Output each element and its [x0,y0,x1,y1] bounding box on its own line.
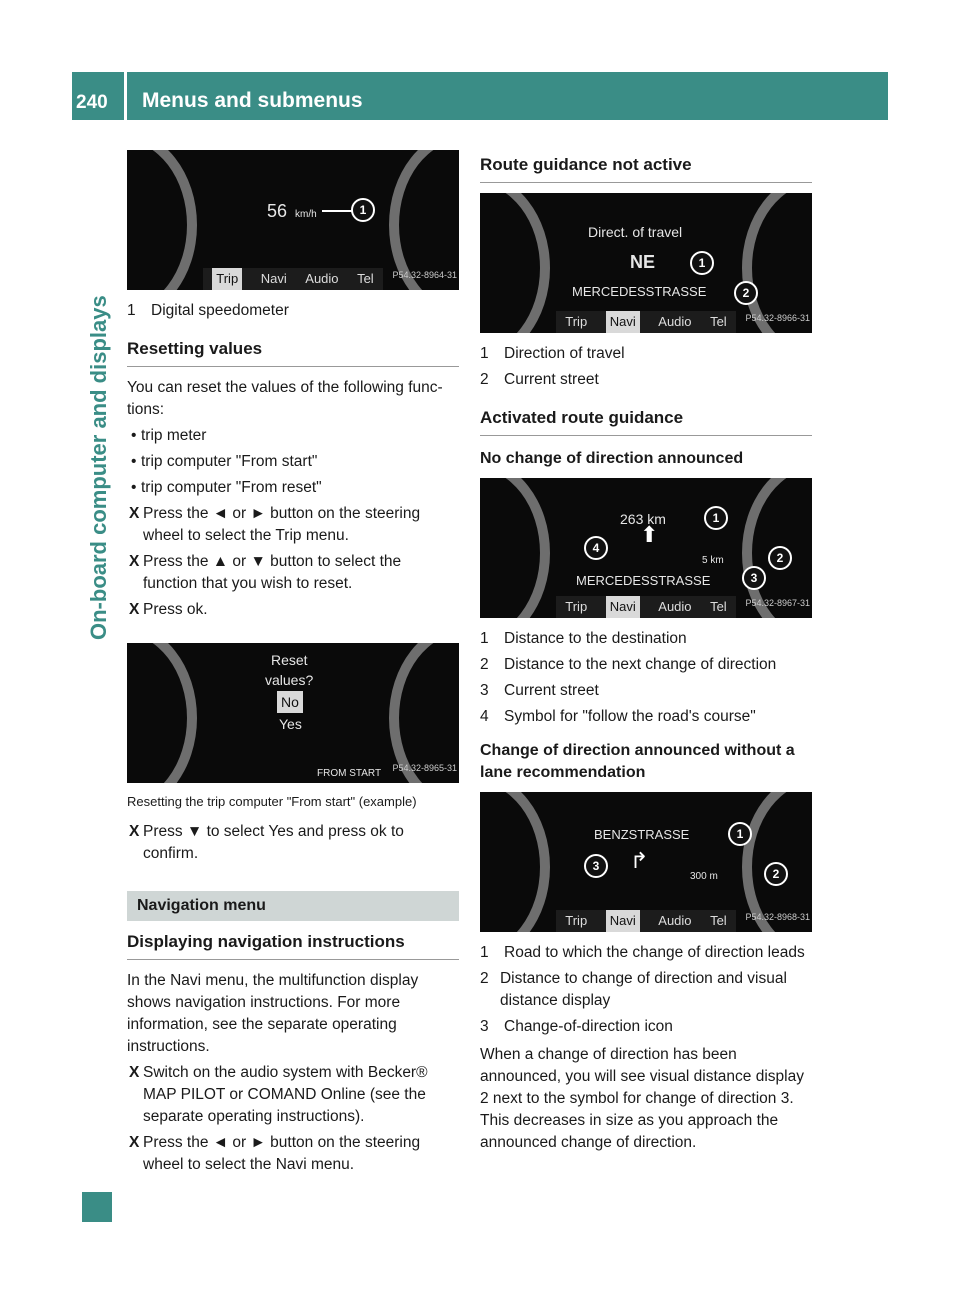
side-marker [82,1192,112,1222]
heading-displaying-navigation: Displaying navigation instructions [127,931,459,960]
step-item: X Press the ◄ or ► button on the steering wheel to select the Navi menu. [127,1132,459,1176]
section-navigation-menu: Navigation menu [127,891,459,921]
menu-bar [203,268,383,290]
distance-value: 263 km [620,511,666,527]
figure-no-change [480,478,812,618]
street-name: MERCEDESSTRASSE [576,573,711,588]
step-item: X Switch on the audio system with Becker® MAP PILOT or COMAND Online (see the separate operating instructions). [127,1062,459,1128]
callout-1: 1 [690,251,714,275]
follow-road-arrow-icon: ⬆ [640,522,659,547]
figure-code: P54.32-8965-31 [392,763,457,773]
left-gauge [127,643,197,783]
figure-code: P54.32-8968-31 [745,912,810,922]
side-tab-label: On-board computer and displays [86,295,111,640]
callout-4: 4 [584,536,608,560]
page-title: Menus and submenus [142,89,363,112]
menu-trip: Trip [212,268,242,290]
figure-change-direction [480,792,812,932]
reset-intro: You can reset the values of the following functions: [127,379,443,418]
menu-tel: Tel [357,271,374,286]
option-no: No [277,691,303,713]
callout-1: 1 [728,822,752,846]
figure-reset [127,643,459,783]
figure-code: P54.32-8964-31 [392,270,457,280]
reset-line2: values? [265,672,314,688]
legend-item: 2 Current street [480,371,599,388]
heading-resetting-values: Resetting values [127,338,459,367]
figure-route-not-active [480,193,812,333]
turn-right-icon: ↱ [630,848,649,873]
legend-item [127,300,459,322]
left-gauge [480,478,550,618]
left-gauge [480,792,550,932]
street-name: MERCEDESSTRASSE [572,284,707,299]
callout-2: 2 [764,862,788,886]
legend-item: 2 Distance to change of direction and visual distance display [480,970,787,1009]
figure-code: P54.32-8966-31 [745,313,810,323]
callout-1: 1 [351,198,375,222]
header-separator [124,72,127,120]
legend-item: 3 Current street [480,682,599,699]
closing-paragraph: When a change of direction has been announced, you will see visual distance display 2 next to the symbol for change of direction 3. This decreases in size as you approach the announced change of direction. [480,1046,804,1151]
heading-change-direction: Change of direction announced without a lane recommendation [480,742,795,781]
bullet-item: • trip computer "From start" [127,451,459,473]
right-column [480,150,812,1154]
figure-caption: Resetting the trip computer "From start" (example) [127,794,417,809]
legend-item: 2 Distance to the next change of direction [480,656,777,673]
step-item: X Press the ◄ or ► button on the steering wheel to select the Trip menu. [127,503,459,547]
callout-3: 3 [742,566,766,590]
heading-no-change: No change of direction announced [480,450,744,467]
left-gauge [480,193,550,333]
step-item: X Press ▼ to select Yes and press ok to confirm. [127,821,459,865]
callout-2: 2 [768,546,792,570]
speed-unit: km/h [295,209,317,220]
step-item: X Press the ▲ or ▼ button to select the function that you wish to reset. [127,551,459,595]
step-item: X Press ok. [127,599,459,621]
legend-item: 1 Direction of travel [480,345,625,362]
legend-number: 1 [127,302,136,319]
heading-route-not-active: Route guidance not active [480,154,812,183]
heading-activated-route: Activated route guidance [480,407,812,436]
menu-bar: Trip Navi Audio Tel [556,910,736,932]
legend-item: 1 Distance to the destination [480,630,687,647]
bullet-item: • trip meter [127,425,459,447]
legend-item: 4 Symbol for "follow the road's course" [480,708,756,725]
change-distance: 300 m [690,871,718,882]
legend-item: 1 Road to which the change of direction leads [480,944,805,961]
legend-item: 3 Change-of-direction icon [480,1018,673,1035]
menu-bar: Trip Navi Audio Tel [556,596,736,618]
nav-intro: In the Navi menu, the multifunction display shows navigation instructions. For more information, see the separate operating instructions. [127,972,419,1055]
direction-value: NE [630,252,656,272]
next-change-distance: 5 km [702,555,724,566]
figure-code: P54.32-8967-31 [745,598,810,608]
speed-value: 56 [267,201,288,221]
from-start-label: FROM START [317,768,382,779]
left-gauge [127,150,197,290]
left-column [127,150,459,1180]
callout-3: 3 [584,854,608,878]
direction-label: Direct. of travel [588,224,683,240]
reset-line1: Reset [271,652,308,668]
menu-navi: Navi [260,271,287,286]
figure-speedometer [127,150,459,290]
street-name: BENZSTRASSE [594,827,690,842]
legend-text: Digital speedometer [151,302,289,319]
callout-1: 1 [704,506,728,530]
callout-2: 2 [734,281,758,305]
bullet-item: • trip computer "From reset" [127,477,459,499]
callout-line [322,210,352,212]
page-number: 240 [76,92,108,113]
option-yes: Yes [279,716,302,732]
menu-audio: Audio [305,271,339,286]
menu-bar: Trip Navi Audio Tel [556,311,736,333]
